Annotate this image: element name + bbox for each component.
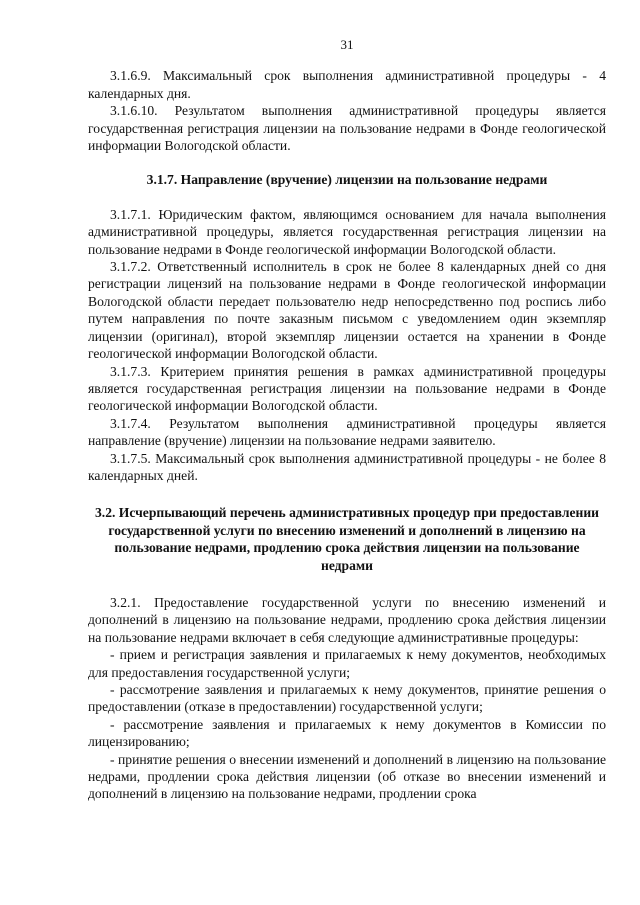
list-item-4: - принятие решения о внесении изменений и дополнений в лицензию на пользование недрами, продлении срока действия лицензии (об отказе во внесении изменений и дополнений в лицензию на пользование недрами, продлении срока bbox=[88, 751, 606, 802]
paragraph-3-1-7-3: 3.1.7.3. Критерием принятия решения в рамках административной процедуры является государственная регистрация лицензии на пользование недрами в Фонде геологической информации Вологодской области. bbox=[88, 363, 606, 414]
paragraph-3-1-6-9: 3.1.6.9. Максимальный срок выполнения административной процедуры - 4 календарных дня. bbox=[88, 68, 606, 101]
section-heading-3-2: 3.2. Исчерпывающий перечень административных процедур при предоставлении государственной услуги по внесению изменений и дополнений в лицензию на пользование недрами, продлению срока действия лицензии на пользование недрами bbox=[95, 505, 599, 573]
list-item-2: - рассмотрение заявления и прилагаемых к нему документов, принятие решения о предоставлении (отказе в предоставлении) государственной услуги; bbox=[88, 682, 606, 715]
paragraph-3-1-6-10: 3.1.6.10. Результатом выполнения административной процедуры является государственная регистрация лицензии на пользование недрами в Фонде геологической информации Вологодской области. bbox=[88, 103, 606, 154]
paragraph-3-1-7-5: 3.1.7.5. Максимальный срок выполнения административной процедуры - не более 8 календарных дней. bbox=[88, 450, 606, 483]
page-number: 31 bbox=[340, 37, 354, 52]
paragraph-3-1-7-1: 3.1.7.1. Юридическим фактом, являющимся основанием для начала выполнения административной процедуры, является государственная регистрация лицензии на пользование недрами в Фонде геологической информации Вологодской области. bbox=[88, 206, 606, 257]
section-heading-3-1-7: 3.1.7. Направление (вручение) лицензии на пользование недрами bbox=[146, 172, 548, 188]
paragraph-3-1-7-4: 3.1.7.4. Результатом выполнения административной процедуры является направление (вручение) лицензии на пользование недрами заявителю. bbox=[88, 415, 606, 449]
paragraph-3-2-1: 3.2.1. Предоставление государственной услуги по внесению изменений и дополнений в лицензию на пользование недрами, продлению срока действия лицензии на пользование недрами включает в себя следующие административные процедуры: bbox=[88, 594, 606, 645]
list-item-1: - прием и регистрация заявления и прилагаемых к нему документов, необходимых для предоставления государственной услуги; bbox=[88, 647, 606, 680]
paragraph-3-1-7-2: 3.1.7.2. Ответственный исполнитель в срок не более 8 календарных дней со дня регистрации лицензий на пользование недрами в Фонде геологической информации Вологодской области передает пользователю недр непосредственно под роспись либо путем направления по почте заказным письмом с уведомлением один экземпляр лицензии (оригинал), второй экземпляр лицензии остается на хранении в Фонде геологической информации Вологодской области. bbox=[88, 259, 606, 362]
list-item-3: - рассмотрение заявления и прилагаемых к нему документов в Комиссии по лицензированию; bbox=[88, 716, 606, 750]
